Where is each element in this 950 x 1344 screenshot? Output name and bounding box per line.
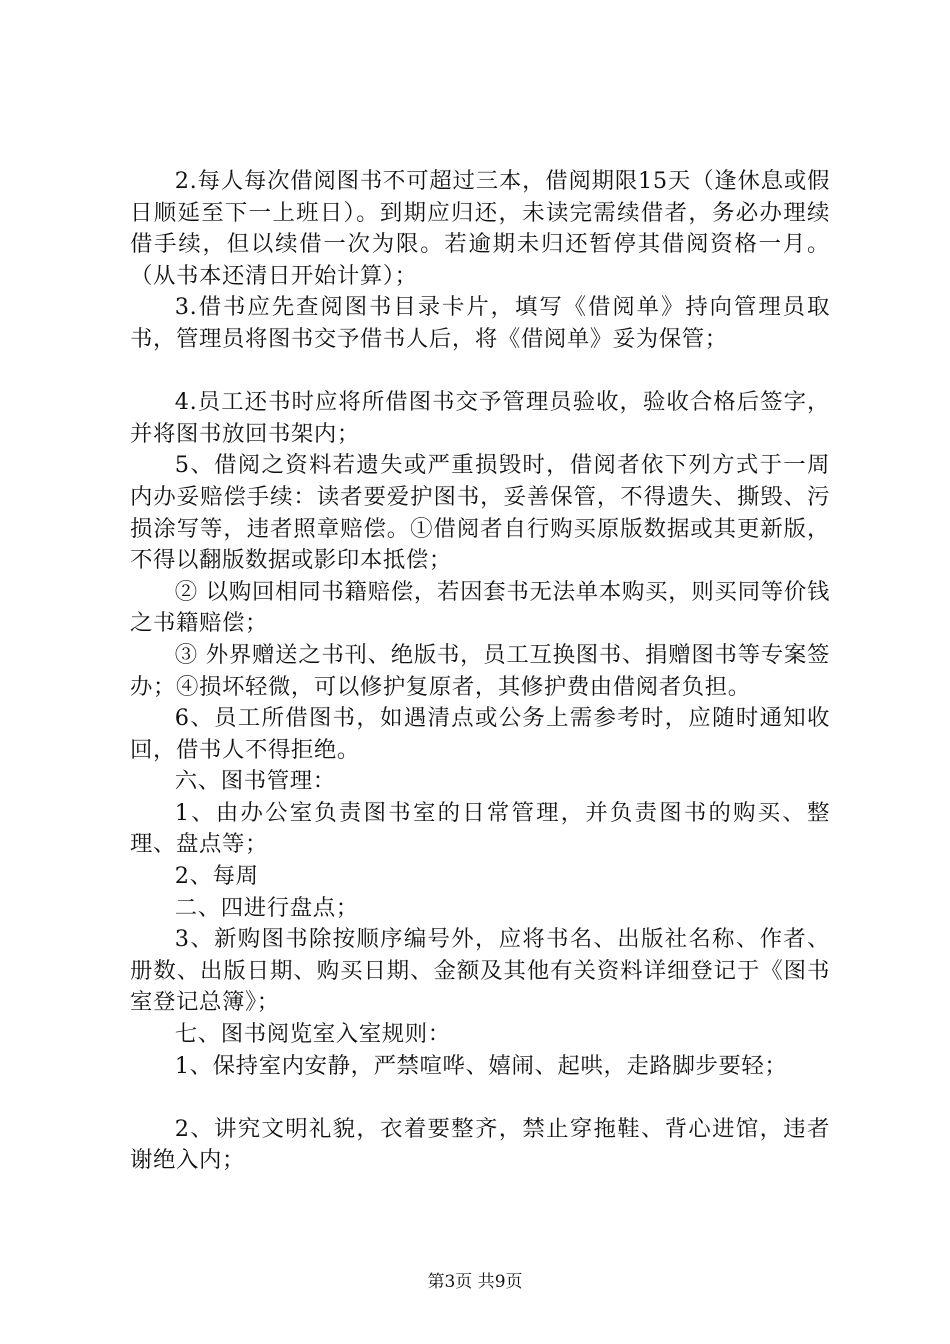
paragraph-rule-5-item-2: ② 以购回相同书籍赔偿，若因套书无法单本购买，则买同等价钱之书籍赔偿； bbox=[130, 578, 830, 637]
paragraph-rule-6: 6、员工所借图书，如遇清点或公务上需参考时，应随时通知收回，借书人不得拒绝。 bbox=[130, 705, 830, 763]
page-number-footer: 第3页 共9页 bbox=[427, 1272, 523, 1292]
paragraph-rule-2: 2.每人每次借阅图书不可超过三本，借阅期限15天（逢休息或假日顺延至下一上班日）。到期应归还，未读完需续借者，务必办理续借手续，但以续借一次为限。若逾期未归还暂停其借阅资格一月。（从书本还清日开始计算）； bbox=[130, 168, 830, 289]
paragraph-management-3: 3、新购图书除按顺序编号外，应将书名、出版社名称、作者、册数、出版日期、购买日期、金额及其他有关资料详细登记于《图书室登记总簿》； bbox=[130, 926, 830, 1016]
paragraph-rule-4: 4.员工还书时应将所借图书交予管理员验收，验收合格后签字，并将图书放回书架内； bbox=[130, 389, 830, 447]
section-heading-book-management: 六、图书管理： bbox=[174, 768, 336, 795]
paragraph-management-2: 2、每周 bbox=[174, 863, 259, 890]
paragraph-spacer bbox=[130, 356, 830, 388]
paragraph-management-2-cont: 二、四进行盘点； bbox=[174, 894, 359, 921]
paragraph-rule-3: 3.借书应先查阅图书目录卡片，填写《借阅单》持向管理员取书，管理员将图书交予借书人后，将《借阅单》妥为保管； bbox=[130, 294, 830, 352]
paragraph-rule-5-item-3: ③ 外界赠送之书刊、绝版书，员工互换图书、捐赠图书等专案签办；④损坏轻微，可以修护复原者，其修护费由借阅者负担。 bbox=[130, 641, 830, 700]
section-heading-reading-room-rules: 七、图书阅览室入室规则： bbox=[174, 1021, 451, 1048]
paragraph-room-rule-2: 2、讲究文明礼貌，衣着要整齐，禁止穿拖鞋、背心进馆，违者谢绝入内； bbox=[130, 1115, 830, 1174]
paragraph-rule-5: 5、借阅之资料若遗失或严重损毁时，借阅者依下列方式于一周内办妥赔偿手续：读者要爱护图书，妥善保管，不得遗失、撕毁、污损涂写等，违者照章赔偿。①借阅者自行购买原版数据或其更新版，不得以翻版数据或影印本抵偿； bbox=[130, 452, 830, 574]
paragraph-spacer bbox=[130, 1082, 830, 1114]
paragraph-management-1: 1、由办公室负责图书室的日常管理，并负责图书的购买、整理、盘点等； bbox=[130, 799, 830, 858]
document-body bbox=[130, 166, 830, 1177]
paragraph-room-rule-1: 1、保持室内安静，严禁喧哗、嬉闹、起哄，走路脚步要轻； bbox=[174, 1052, 788, 1079]
